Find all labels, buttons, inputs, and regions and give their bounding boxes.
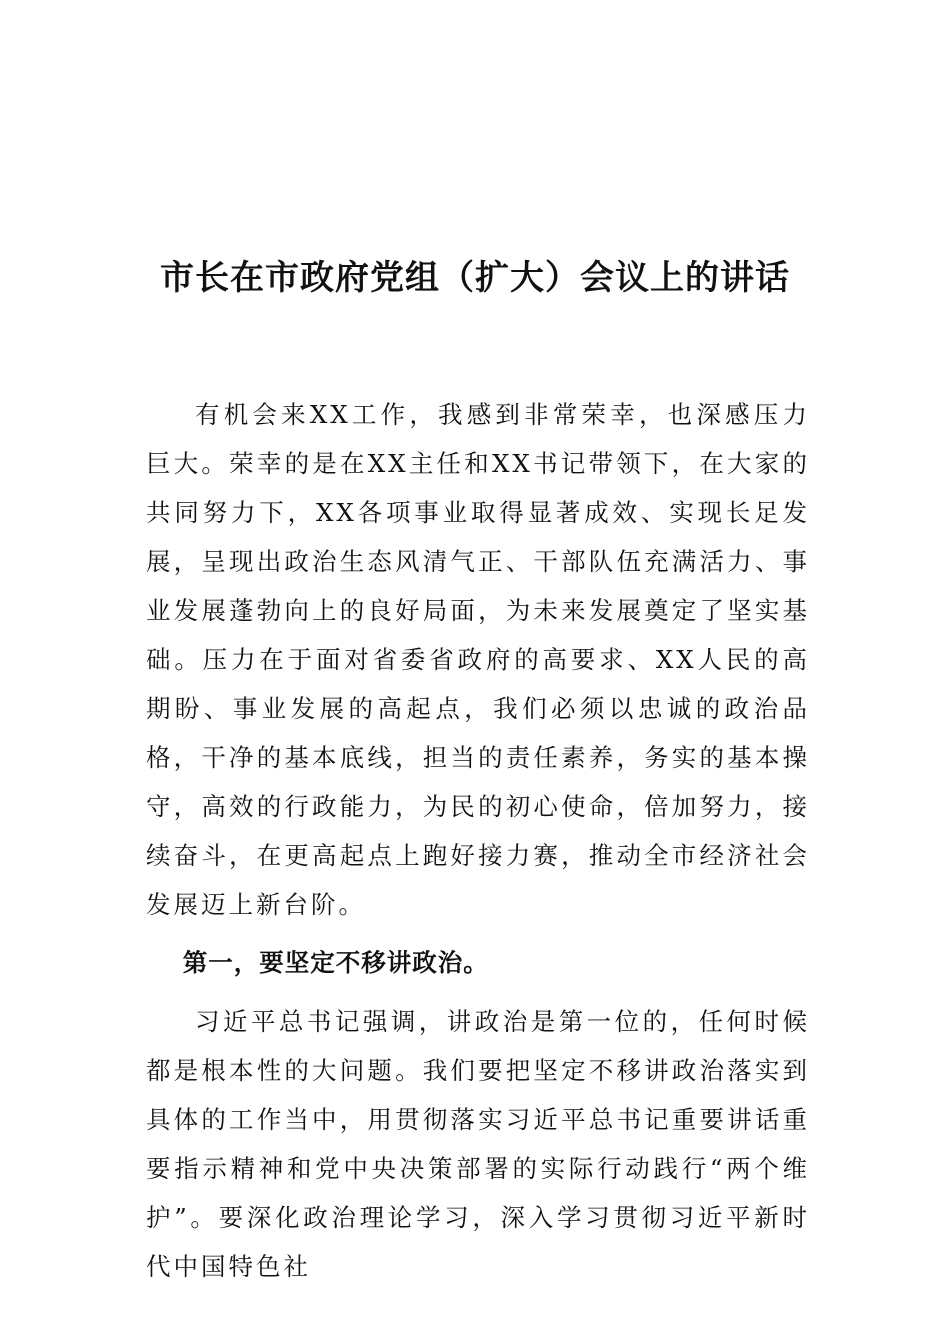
document-body: [146, 390, 810, 1291]
section-heading: 第一，要坚定不移讲政治。: [182, 948, 489, 977]
intro-paragraph: 有机会来XX工作，我感到非常荣幸，也深感压力巨大。荣幸的是在XX主任和XX书记带领下，在大家的共同努力下，XX各项事业取得显著成效、实现长足发展，呈现出政治生态风清气正、干部队伍充满活力、事业发展蓬勃向上的良好局面，为未来发展奠定了坚实基础。压力在于面对省委省政府的高要求、XX人民的高期盼、事业发展的高起点，我们必须以忠诚的政治品格，干净的基本底线，担当的责任素养，务实的基本操守，高效的行政能力，为民的初心使命，倍加努力，接续奋斗，在更高起点上跑好接力赛，推动全市经济社会发展迈上新台阶。: [146, 400, 810, 919]
document-title: 市长在市政府党组（扩大）会议上的讲话: [160, 258, 790, 298]
section-paragraph: 习近平总书记强调，讲政治是第一位的，任何时候都是根本性的大问题。我们要把坚定不移讲政治落实到具体的工作当中，用贯彻落实习近平总书记重要讲话重要指示精神和党中央决策部署的实际行动践行“两个维护”。要深化政治理论学习，深入学习贯彻习近平新时代中国特色社: [146, 1007, 810, 1281]
